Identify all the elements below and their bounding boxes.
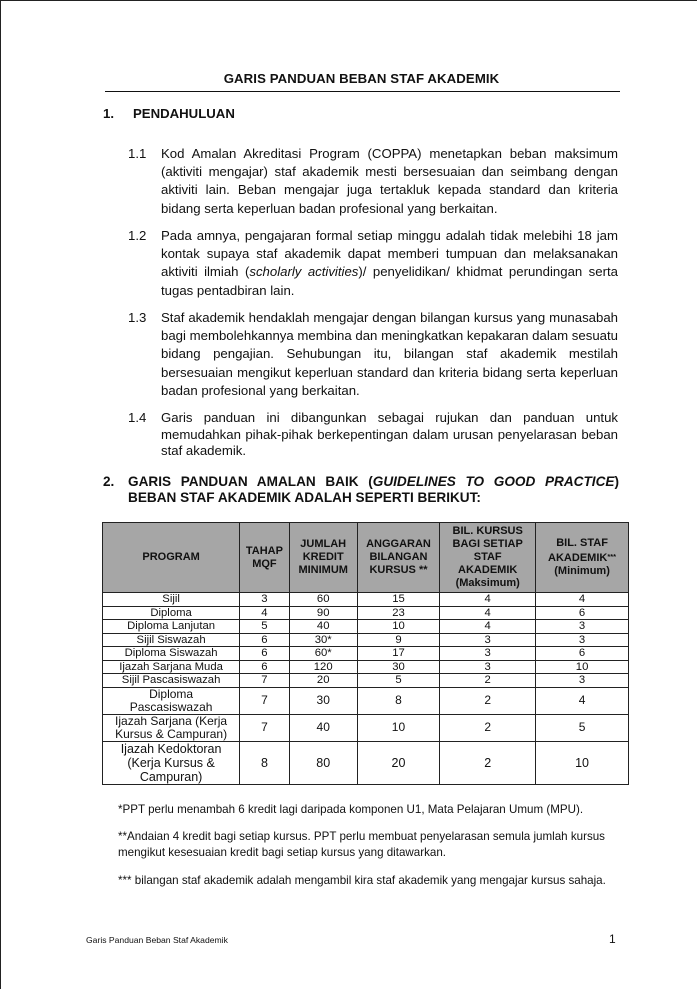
paragraph-1-4 (128, 410, 618, 460)
cell-kursus: 23 (357, 606, 440, 620)
text-segment: Pada amnya, pengajaran formal setiap minggu adalah tidak melebihi 18 jam kontak supaya staf akademik dapat memberi tumpuan dan melaksanakan aktiviti ilmiah ( (161, 228, 618, 280)
cell-program: Ijazah Sarjana (Kerja Kursus & Campuran) (103, 714, 240, 741)
cell-program: Ijazah Kedoktoran (Kerja Kursus & Campuran) (103, 741, 240, 784)
table-row (103, 633, 629, 647)
cell-tahap: 3 (240, 593, 290, 607)
paragraph-1-3 (128, 309, 618, 400)
section-number: 1. (103, 106, 114, 121)
column-header: PROGRAM (103, 523, 240, 593)
section-title (128, 474, 619, 506)
footer-document-name: Garis Panduan Beban Staf Akademik (86, 935, 228, 945)
paragraph-text: Garis panduan ini dibangunkan sebagai rujukan dan panduan untuk memudahkan pihak-pihak berkepentingan dalam urusan penyelarasan beban staf akademik. (161, 410, 618, 458)
section-number: 2. (103, 474, 115, 489)
cell-kursus: 10 (357, 714, 440, 741)
cell-kredit: 40 (289, 620, 357, 634)
cell-maks: 2 (440, 741, 536, 784)
cell-staf: 10 (536, 660, 629, 674)
page-number: 1 (609, 932, 616, 946)
cell-tahap: 6 (240, 647, 290, 661)
cell-tahap: 4 (240, 606, 290, 620)
cell-kredit: 30 (289, 687, 357, 714)
paragraph-text: Kod Amalan Akreditasi Program (COPPA) menetapkan beban maksimum (aktiviti mengajar) staf akademik mesti bersesuaian dan seimbang dengan aktiviti lain. Beban mengajar juga tertakluk kepada standard dan kriteria bidang serta keperluan badan profesional yang berkaitan. (161, 146, 618, 216)
cell-staf: 3 (536, 620, 629, 634)
cell-kursus: 30 (357, 660, 440, 674)
table-body (103, 593, 629, 785)
cell-program: Diploma Pascasiswazah (103, 687, 240, 714)
cell-tahap: 7 (240, 714, 290, 741)
cell-maks: 2 (440, 674, 536, 688)
paragraph-text (161, 227, 618, 300)
text-segment: )/ penyelidikan/ khidmat perundingan serta tugas pentadbiran lain. (161, 264, 618, 298)
footnote-2: **Andaian 4 kredit bagi setiap kursus. PPT perlu membuat penyelarasan semula jumlah kursus mengikut kesesuaian kredit bagi setiap kursus yang ditawarkan. (118, 830, 605, 859)
table-row (103, 687, 629, 714)
cell-program: Diploma Lanjutan (103, 620, 240, 634)
cell-program: Diploma Siswazah (103, 647, 240, 661)
footnote-1: *PPT perlu menambah 6 kredit lagi daripada komponen U1, Mata Pelajaran Umum (MPU). (118, 803, 584, 816)
cell-staf: 10 (536, 741, 629, 784)
cell-staf: 4 (536, 687, 629, 714)
cell-tahap: 6 (240, 633, 290, 647)
table-row (103, 620, 629, 634)
cell-program: Sijil (103, 593, 240, 607)
cell-staf: 3 (536, 633, 629, 647)
column-header: JUMLAH KREDIT MINIMUM (289, 523, 357, 593)
cell-kursus: 17 (357, 647, 440, 661)
cell-maks: 4 (440, 606, 536, 620)
cell-kredit: 60 (289, 593, 357, 607)
cell-program: Sijil Pascasiswazah (103, 674, 240, 688)
cell-kredit: 20 (289, 674, 357, 688)
table-row (103, 674, 629, 688)
cell-program: Sijil Siswazah (103, 633, 240, 647)
table-row (103, 606, 629, 620)
column-header: TAHAP MQF (240, 523, 290, 593)
cell-kursus: 20 (357, 741, 440, 784)
paragraph-1-2 (128, 227, 618, 300)
cell-kursus: 15 (357, 593, 440, 607)
cell-maks: 2 (440, 687, 536, 714)
workload-table (102, 522, 629, 785)
column-header: BIL. STAF AKADEMIK*** (Minimum) (536, 523, 629, 593)
cell-kredit: 90 (289, 606, 357, 620)
cell-tahap: 6 (240, 660, 290, 674)
cell-kredit: 30* (289, 633, 357, 647)
cell-maks: 3 (440, 633, 536, 647)
table-row (103, 741, 629, 784)
text-segment: ) BEBAN STAF AKADEMIK ADALAH SEPERTI BERIKUT: (128, 474, 619, 505)
section-title: PENDAHULUAN (133, 106, 235, 121)
cell-maks: 3 (440, 660, 536, 674)
paragraph-text: Staf akademik hendaklah mengajar dengan bilangan kursus yang munasabah bagi membolehkannya membina dan meningkatkan kepakaran dalam sesuatu bidang pengajian. Sehubungan itu, bilangan staf akademik mestilah bersesuaian mengikut keperluan standard dan kriteria bidang serta keperluan badan profesional yang berkaitan. (161, 310, 618, 398)
section-1-heading (103, 106, 235, 121)
cell-staf: 3 (536, 674, 629, 688)
title-divider (105, 91, 620, 92)
paragraph-number: 1.1 (128, 146, 147, 161)
table-row (103, 660, 629, 674)
cell-kursus: 9 (357, 633, 440, 647)
cell-program: Ijazah Sarjana Muda (103, 660, 240, 674)
cell-kredit: 40 (289, 714, 357, 741)
text-segment: GARIS PANDUAN AMALAN BAIK ( (128, 474, 373, 489)
table-row (103, 593, 629, 607)
cell-kursus: 10 (357, 620, 440, 634)
cell-kredit: 60* (289, 647, 357, 661)
cell-maks: 4 (440, 593, 536, 607)
footnote-3: *** bilangan staf akademik adalah mengambil kira staf akademik yang mengajar kursus sahaja. (118, 874, 606, 887)
cell-kredit: 80 (289, 741, 357, 784)
cell-kredit: 120 (289, 660, 357, 674)
italic-term: scholarly activities (249, 264, 359, 280)
section-2-heading (103, 474, 619, 506)
table-row (103, 647, 629, 661)
cell-staf: 6 (536, 647, 629, 661)
cell-tahap: 7 (240, 687, 290, 714)
table-row (103, 714, 629, 741)
cell-tahap: 8 (240, 741, 290, 784)
paragraph-number: 1.2 (128, 228, 147, 243)
cell-kursus: 5 (357, 674, 440, 688)
cell-staf: 6 (536, 606, 629, 620)
cell-program: Diploma (103, 606, 240, 620)
column-header: BIL. KURSUS BAGI SETIAP STAF AKADEMIK (Maksimum) (440, 523, 536, 593)
document-title: GARIS PANDUAN BEBAN STAF AKADEMIK (223, 71, 500, 86)
cell-tahap: 7 (240, 674, 290, 688)
cell-staf: 5 (536, 714, 629, 741)
cell-maks: 2 (440, 714, 536, 741)
cell-maks: 4 (440, 620, 536, 634)
paragraph-1-1 (128, 145, 618, 218)
paragraph-number: 1.3 (128, 310, 147, 325)
italic-term: GUIDELINES TO GOOD PRACTICE (372, 474, 615, 489)
cell-tahap: 5 (240, 620, 290, 634)
paragraph-number: 1.4 (128, 410, 147, 425)
column-header: ANGGARAN BILANGAN KURSUS ** (357, 523, 440, 593)
cell-staf: 4 (536, 593, 629, 607)
cell-kursus: 8 (357, 687, 440, 714)
table-header-row (103, 523, 629, 593)
cell-maks: 3 (440, 647, 536, 661)
